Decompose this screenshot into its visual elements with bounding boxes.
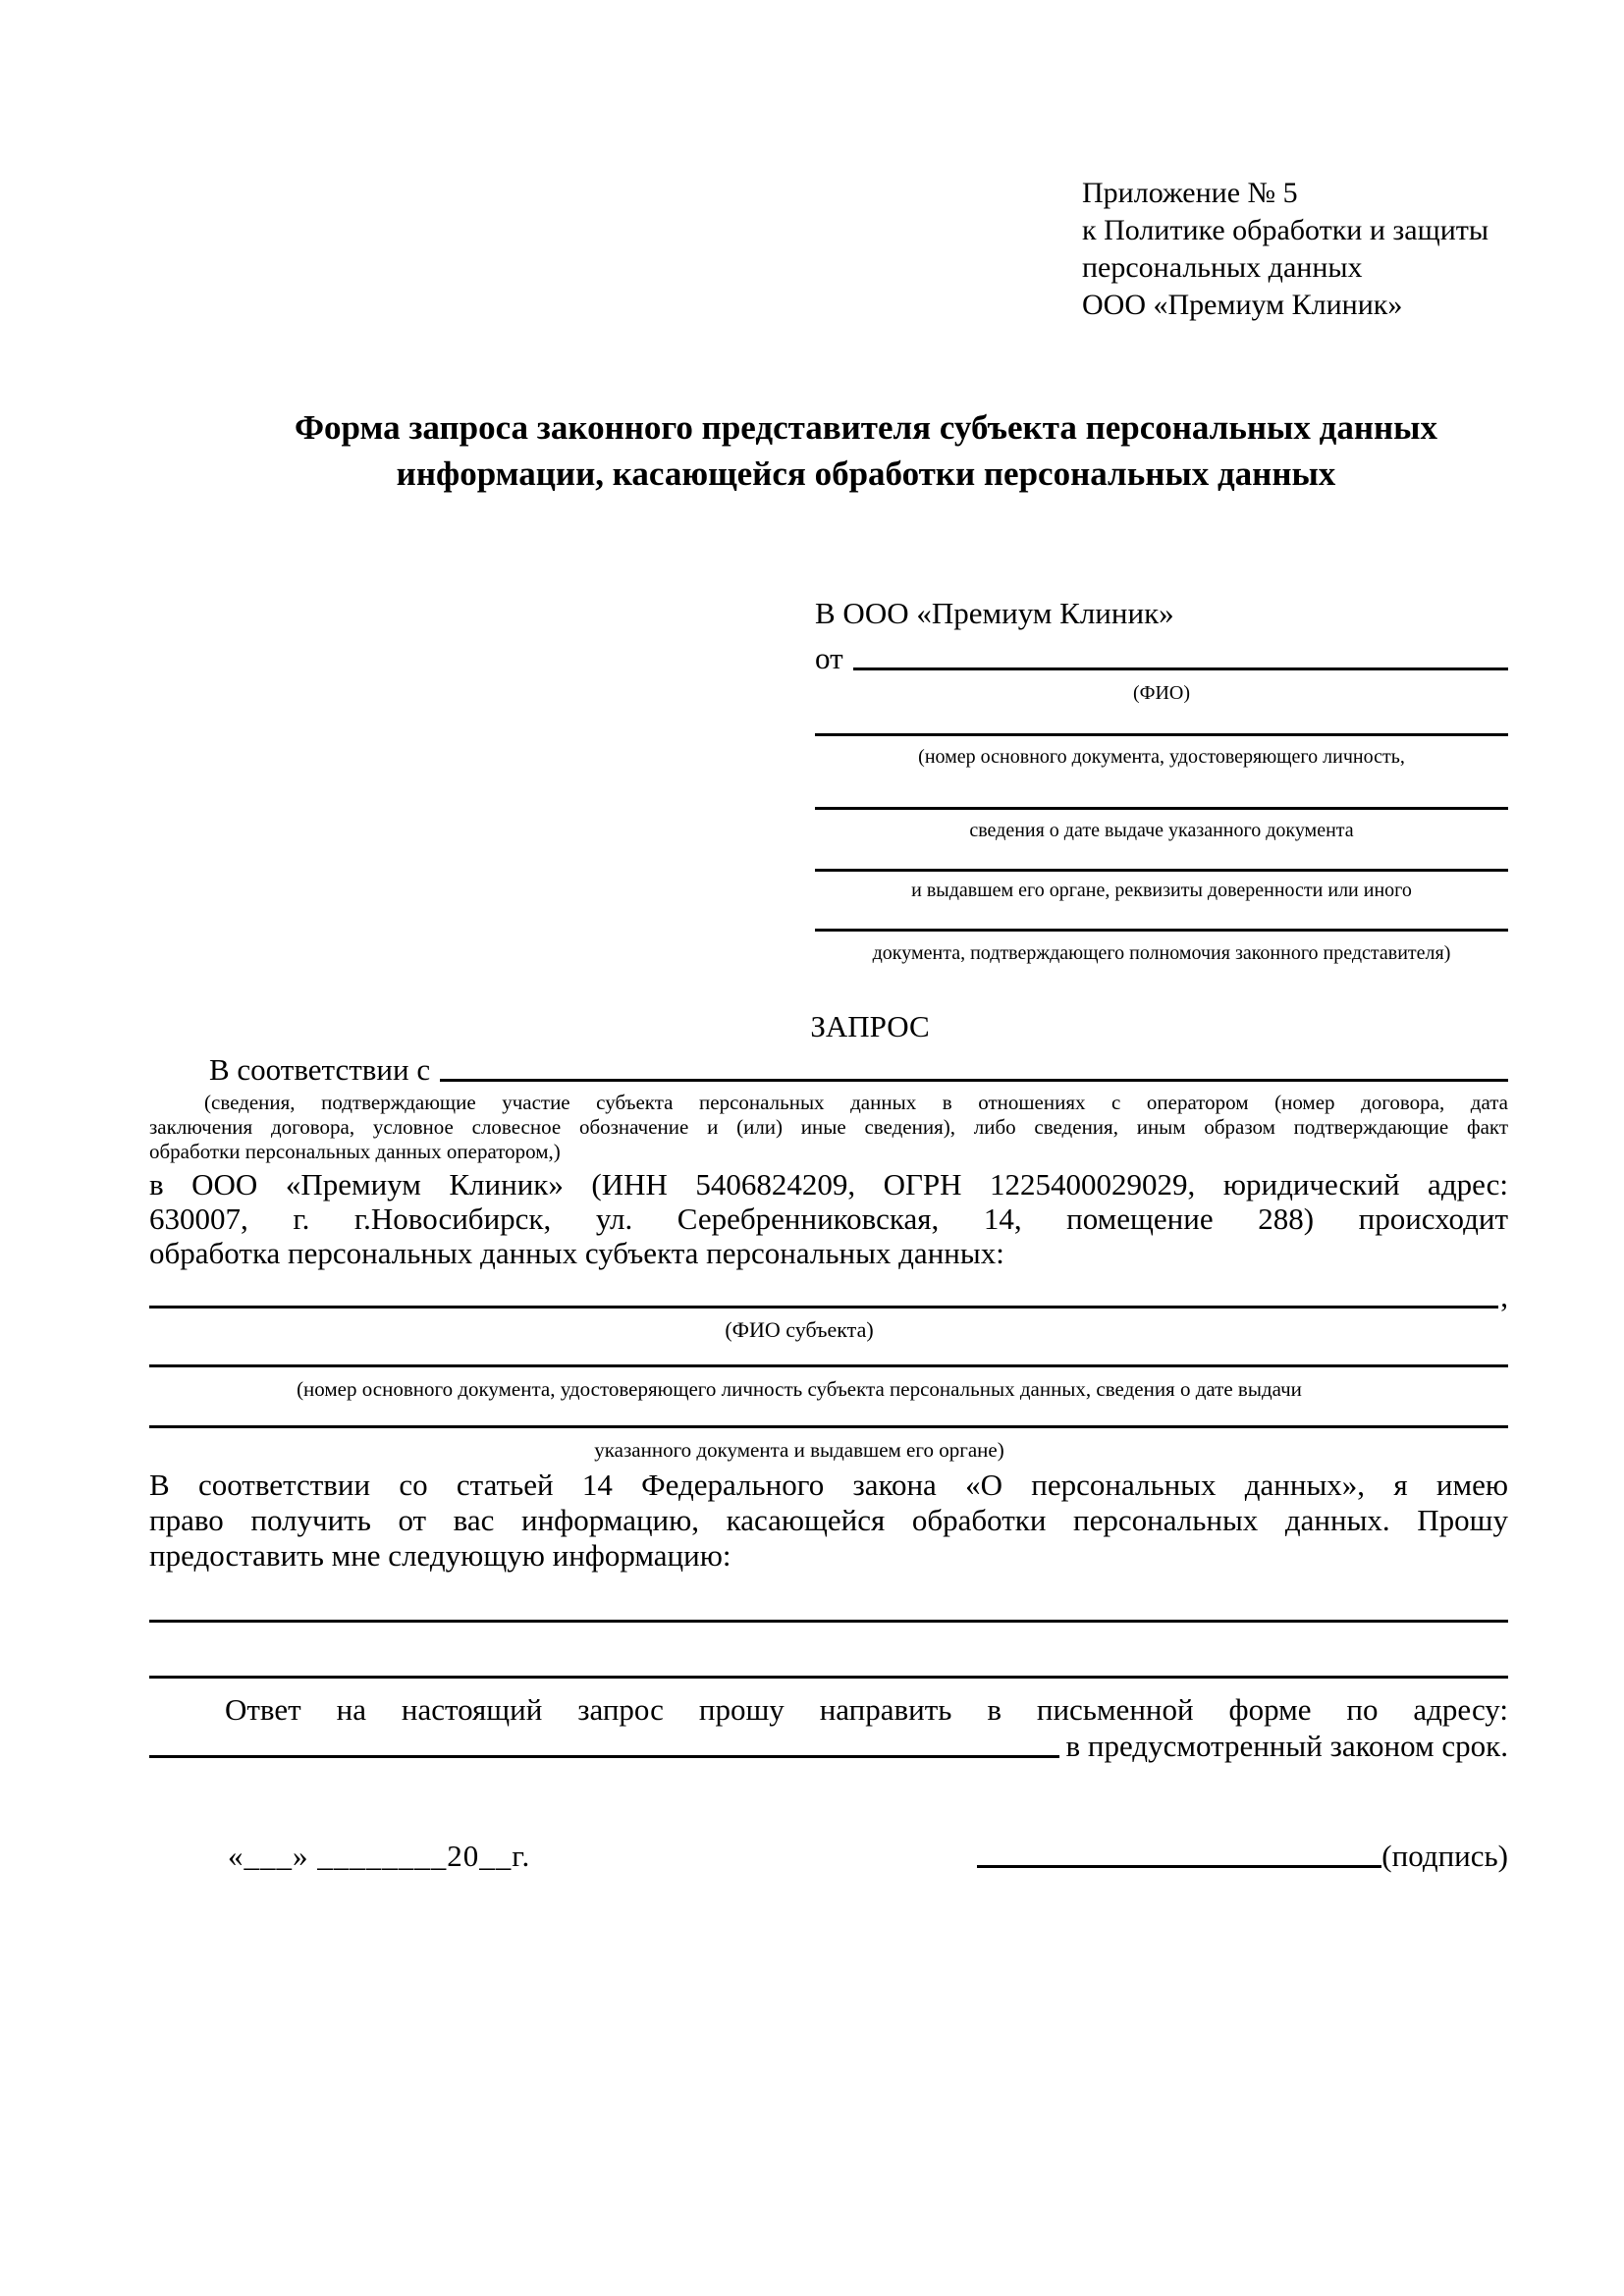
appendix-line: ООО «Премиум Клиник» (1082, 289, 1403, 321)
date-line: «___» ________20__г. (228, 1839, 531, 1873)
relation-note-line: обработки персональных данных оператором,) (149, 1140, 561, 1163)
requested-info-blank-line (149, 1620, 1508, 1623)
law-paragraph-line: предоставить мне следующую информацию: (149, 1538, 731, 1573)
fio-caption: (ФИО) (1132, 682, 1190, 704)
intro-label: В соответствии с (209, 1052, 431, 1087)
operator-paragraph-line: в ООО «Премиум Клиник» (ИНН 5406824209, ОГРН 1225400029029, юридический адрес: (149, 1167, 1508, 1201)
relation-note-line: (сведения, подтверждающие участие субъекта персональных данных в отношениях с оператором (номер договора, дата (204, 1091, 1508, 1114)
document-number-caption: (номер основного документа, удостоверяющего личность, (918, 746, 1405, 768)
subject-fio-row (149, 1278, 1508, 1315)
signature-caption: (подпись) (1381, 1839, 1508, 1873)
request-heading: ЗАПРОС (810, 1009, 930, 1043)
appendix-line: к Политике обработки и защиты (1082, 214, 1489, 246)
answer-address-row (149, 1728, 1508, 1765)
law-paragraph (149, 1468, 1508, 1574)
appendix-line: Приложение № 5 (1082, 177, 1298, 209)
subject-document-caption-2: указанного документа и выдавшем его органе) (594, 1438, 1004, 1462)
answer-paragraph-line: Ответ на настоящий запрос прошу направить в письменной форме по адресу: (225, 1692, 1508, 1727)
law-paragraph-line: право получить от вас информацию, касающейся обработки персональных данных. Прошу (149, 1503, 1508, 1537)
issuing-authority-blank-line (815, 869, 1508, 872)
operator-paragraph-line: 630007, г. г.Новосибирск, ул. Серебренниковская, 14, помещение 288) происходит (149, 1201, 1508, 1236)
law-paragraph-line: В соответствии со статьей 14 Федерального закона «О персональных данных», я имею (149, 1468, 1508, 1502)
subject-document-blank-line-2 (149, 1425, 1508, 1428)
appendix-block (1082, 175, 1508, 324)
page-title (187, 404, 1545, 497)
authority-document-blank-line (815, 929, 1508, 932)
answer-tail-text: в предусмотренный законом срок. (1065, 1729, 1508, 1763)
date-signature-row (149, 1838, 1508, 1875)
subject-fio-caption: (ФИО субъекта) (725, 1317, 874, 1342)
page-title-line: Форма запроса законного представителя субъекта персональных данных (295, 408, 1437, 447)
relation-note-line: заключения договора, условное словесное обозначение и (или) иные сведения), либо сведения, иным образом подтверждающие факт (149, 1115, 1508, 1139)
appendix-line: персональных данных (1082, 251, 1363, 284)
intro-row (149, 1051, 1508, 1089)
relation-info-blank-line (440, 1079, 1508, 1082)
issue-date-blank-line (815, 807, 1508, 810)
subject-fio-blank-line (149, 1306, 1498, 1308)
from-label: от (815, 641, 843, 675)
subject-document-blank-line (149, 1364, 1508, 1367)
authority-document-caption: документа, подтверждающего полномочия законного представителя) (872, 942, 1451, 964)
subject-document-caption: (номер основного документа, удостоверяющего личность субъекта персональных данных, сведения о дате выдачи (297, 1377, 1302, 1401)
fio-blank-line (853, 667, 1508, 670)
addressee-organization: В ООО «Премиум Клиник» (815, 596, 1174, 630)
signature-blank-line (977, 1865, 1381, 1868)
from-row (815, 640, 1508, 677)
operator-paragraph (149, 1167, 1508, 1270)
trailing-comma: , (1500, 1279, 1508, 1313)
issue-date-caption: сведения о дате выдаче указанного документа (969, 820, 1354, 841)
issuing-authority-caption: и выдавшем его органе, реквизиты доверенности или иного (911, 880, 1412, 901)
page-title-line: информации, касающейся обработки персональных данных (396, 454, 1336, 493)
operator-paragraph-line: обработка персональных данных субъекта персональных данных: (149, 1236, 1004, 1270)
addressee-block (815, 595, 1508, 965)
relation-note (149, 1091, 1508, 1164)
answer-paragraph (149, 1691, 1508, 1765)
document-number-blank-line (815, 733, 1508, 736)
answer-address-blank-line (149, 1755, 1059, 1758)
requested-info-blank-line-2 (149, 1676, 1508, 1679)
